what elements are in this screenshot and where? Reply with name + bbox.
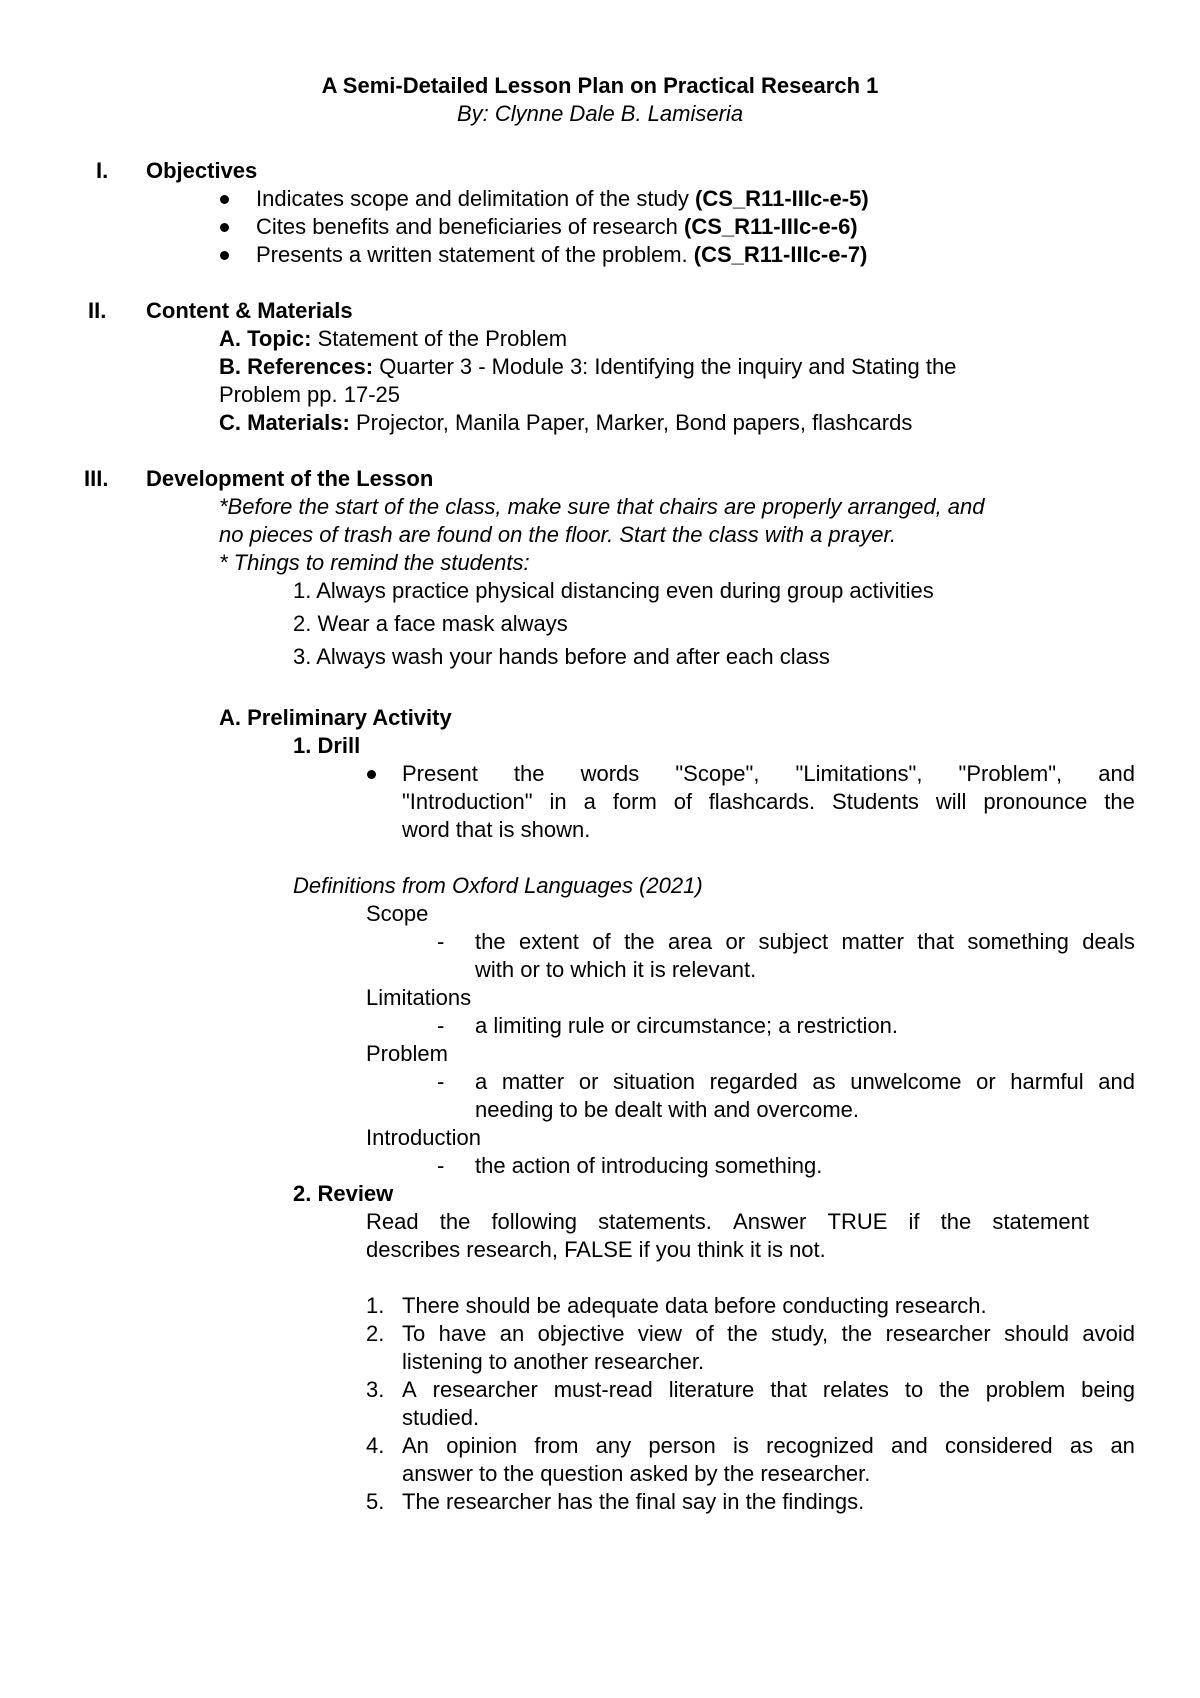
class-note-2: no pieces of trash are found on the floor. Start the class with a prayer. (219, 522, 897, 547)
definition-term: Scope (366, 901, 429, 926)
references-line: B. References: Quarter 3 - Module 3: Identifying the inquiry and Stating the (219, 354, 957, 379)
drill-heading: 1. Drill (293, 733, 361, 758)
objective-item: Presents a written statement of the problem. (CS_R11-IIIc-e-7) (256, 242, 868, 267)
review-instructions-2: describes research, FALSE if you think it is not. (366, 1237, 826, 1262)
class-note: *Before the start of the class, make sure that chairs are properly arranged, and (219, 494, 985, 519)
statement-number: 1. (366, 1293, 385, 1318)
definition-text: a limiting rule or circumstance; a restriction. (475, 1013, 899, 1038)
drill-text-2: "Introduction" in a form of flashcards. Students will pronounce the (402, 789, 1135, 814)
review-instructions: Read the following statements. Answer TRUE if the statement (366, 1209, 1089, 1234)
objective-item: Indicates scope and delimitation of the study (CS_R11-IIIc-e-5) (256, 186, 869, 211)
definitions-source: Definitions from Oxford Languages (2021) (293, 873, 703, 898)
statement-text-2: answer to the question asked by the researcher. (402, 1461, 871, 1486)
statement-text: The researcher has the final say in the findings. (402, 1489, 865, 1514)
topic-line: A. Topic: Statement of the Problem (219, 326, 568, 351)
bullet-icon (367, 770, 376, 779)
statement-number: 5. (366, 1489, 385, 1514)
objective-item: Cites benefits and beneficiaries of research (CS_R11-IIIc-e-6) (256, 214, 858, 239)
development-numeral: III. (84, 466, 109, 491)
references-line-2: Problem pp. 17-25 (219, 382, 400, 407)
definition-dash: - (437, 1013, 445, 1038)
definition-text: a matter or situation regarded as unwelcome or harmful and (475, 1069, 1135, 1094)
objectives-heading: Objectives (146, 158, 258, 183)
reminder-item: 3. Always wash your hands before and after each class (293, 644, 830, 669)
content-numeral: II. (88, 298, 107, 323)
statement-number: 2. (366, 1321, 385, 1346)
statement-text: To have an objective view of the study, the researcher should avoid (402, 1321, 1135, 1346)
bullet-icon (220, 223, 229, 232)
statement-text: An opinion from any person is recognized and considered as an (402, 1433, 1135, 1458)
content-heading: Content & Materials (146, 298, 353, 323)
definition-term: Introduction (366, 1125, 481, 1150)
definition-dash: - (437, 1153, 445, 1178)
remind-note: * Things to remind the students: (219, 550, 530, 575)
objectives-numeral: I. (96, 158, 109, 183)
materials-line: C. Materials: Projector, Manila Paper, Marker, Bond papers, flashcards (219, 410, 913, 435)
definition-text: the action of introducing something. (475, 1153, 823, 1178)
document-author: By: Clynne Dale B. Lamiseria (456, 101, 744, 126)
statement-text-2: listening to another researcher. (402, 1349, 705, 1374)
document-title: A Semi-Detailed Lesson Plan on Practical Research 1 (321, 73, 879, 98)
statement-number: 4. (366, 1433, 385, 1458)
definition-dash: - (437, 1069, 445, 1094)
drill-text-3: word that is shown. (402, 817, 591, 842)
definition-text: the extent of the area or subject matter that something deals (475, 929, 1135, 954)
statement-text: A researcher must-read literature that relates to the problem being (402, 1377, 1135, 1402)
reminder-item: 2. Wear a face mask always (293, 611, 568, 636)
statement-text-2: studied. (402, 1405, 480, 1430)
definition-term: Limitations (366, 985, 472, 1010)
drill-text: Present the words "Scope", "Limitations", "Problem", and (402, 761, 1135, 786)
bullet-icon (220, 251, 229, 260)
preliminary-heading: A. Preliminary Activity (219, 705, 452, 730)
statement-number: 3. (366, 1377, 385, 1402)
development-heading: Development of the Lesson (146, 466, 434, 491)
definition-term: Problem (366, 1041, 448, 1066)
reminder-item: 1. Always practice physical distancing even during group activities (293, 578, 934, 603)
statement-text: There should be adequate data before conducting research. (402, 1293, 987, 1318)
bullet-icon (220, 195, 229, 204)
review-heading: 2. Review (293, 1181, 394, 1206)
definition-text-2: needing to be dealt with and overcome. (475, 1097, 860, 1122)
definition-dash: - (437, 929, 445, 954)
definition-text-2: with or to which it is relevant. (475, 957, 757, 982)
